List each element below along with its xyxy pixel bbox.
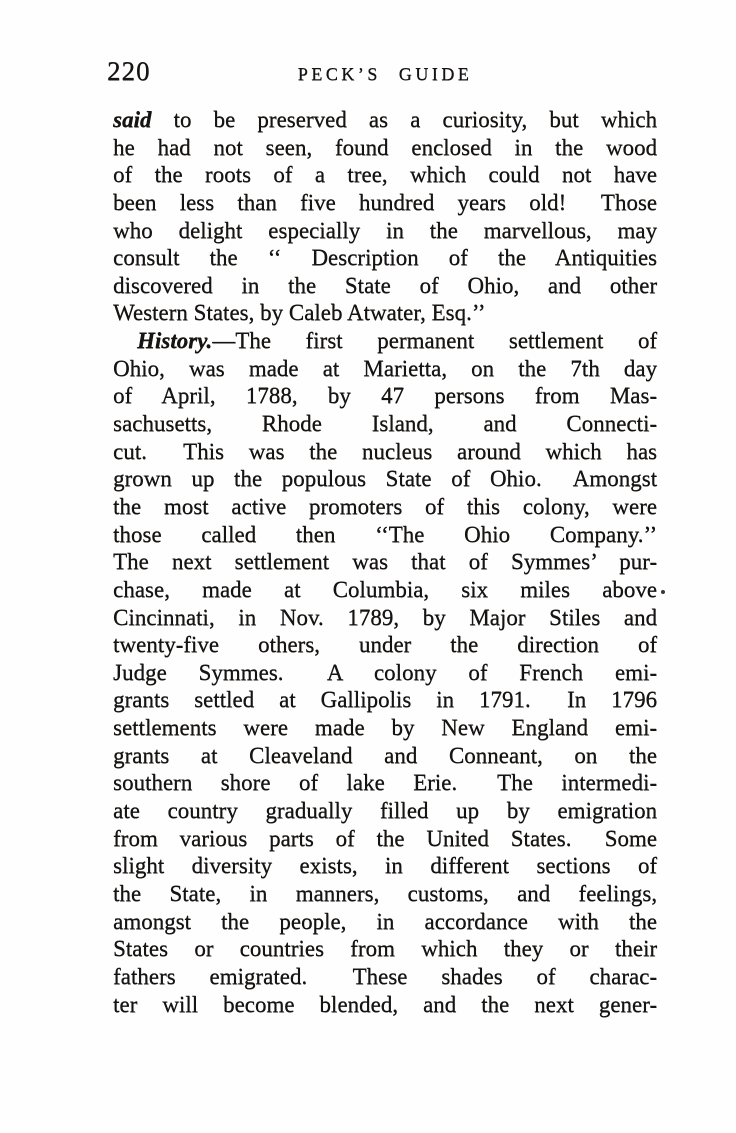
italic-text: said bbox=[113, 107, 152, 132]
body-text: fathers emigrated. These shades of charac- bbox=[113, 963, 657, 989]
text-line bbox=[113, 576, 657, 604]
body-text: Western States, by Caleb Atwater, Esq.’’ bbox=[113, 300, 486, 326]
text-line bbox=[113, 106, 657, 134]
text-line bbox=[113, 521, 657, 549]
body-text: slight diversity exists, in different sections of bbox=[113, 853, 657, 879]
body-text: grown up the populous State of Ohio. Amongst bbox=[113, 466, 657, 492]
text-line bbox=[113, 659, 657, 687]
page-text bbox=[113, 106, 657, 1018]
text-line bbox=[113, 825, 657, 853]
text-line bbox=[113, 935, 657, 963]
body-text: southern shore of lake Erie. The intermedi- bbox=[113, 770, 657, 796]
text-line bbox=[113, 686, 657, 714]
text-line bbox=[113, 299, 657, 327]
text-line bbox=[113, 991, 657, 1019]
text-line bbox=[113, 189, 657, 217]
text-line bbox=[113, 908, 657, 936]
body-text: from various parts of the United States. Some bbox=[113, 825, 657, 851]
running-title: PECK’S GUIDE bbox=[297, 64, 473, 84]
body-text: Ohio, was made at Marietta, on the 7th day bbox=[113, 355, 657, 381]
text-line bbox=[113, 161, 657, 189]
text-line bbox=[113, 797, 657, 825]
body-text: —The first permanent settlement of bbox=[212, 328, 657, 354]
body-text: the State, in manners, customs, and feelings, bbox=[113, 880, 657, 906]
body-text: grants settled at Gallipolis in 1791. In 1796 bbox=[113, 687, 657, 713]
page-number: 220 bbox=[107, 56, 151, 86]
text-line bbox=[113, 465, 657, 493]
text-line bbox=[113, 548, 657, 576]
text-line bbox=[113, 382, 657, 410]
text-line bbox=[113, 134, 657, 162]
body-text: consult the ‘‘ Description of the Antiquities bbox=[113, 245, 657, 271]
text-line bbox=[113, 880, 657, 908]
body-text: who delight especially in the marvellous, may bbox=[113, 217, 657, 243]
body-text: ter will become blended, and the next gener- bbox=[113, 991, 657, 1017]
body-text: chase, made at Columbia, six miles above bbox=[113, 576, 657, 602]
text-line bbox=[113, 244, 657, 272]
body-text: the most active promoters of this colony, were bbox=[113, 493, 657, 519]
scan-speck bbox=[661, 590, 665, 594]
text-line bbox=[113, 355, 657, 383]
body-text: sachusetts, Rhode Island, and Connecti- bbox=[113, 411, 657, 437]
text-line bbox=[113, 852, 657, 880]
text-line bbox=[113, 963, 657, 991]
body-text: amongst the people, in accordance with the bbox=[113, 908, 657, 934]
body-text: discovered in the State of Ohio, and other bbox=[113, 272, 657, 298]
text-line bbox=[113, 493, 657, 521]
body-text: settlements were made by New England emi- bbox=[113, 715, 657, 741]
text-line bbox=[113, 217, 657, 245]
body-text: ate country gradually filled up by emigration bbox=[113, 798, 657, 824]
body-text: Judge Symmes. A colony of French emi- bbox=[113, 659, 657, 685]
body-text: those called then ‘‘The Ohio Company.’’ bbox=[113, 521, 657, 547]
text-line bbox=[113, 604, 657, 632]
body-text: of April, 1788, by 47 persons from Mas- bbox=[113, 383, 657, 409]
body-text: The next settlement was that of Symmes’ pur- bbox=[113, 549, 657, 575]
body-text: States or countries from which they or their bbox=[113, 936, 657, 962]
body-text: cut. This was the nucleus around which has bbox=[113, 438, 657, 464]
text-line bbox=[113, 714, 657, 742]
text-line bbox=[113, 272, 657, 300]
text-line bbox=[113, 769, 657, 797]
text-line bbox=[113, 631, 657, 659]
body-text: twenty-five others, under the direction of bbox=[113, 632, 657, 658]
body-text: grants at Cleaveland and Conneant, on the bbox=[113, 742, 657, 768]
body-text: of the roots of a tree, which could not have bbox=[113, 162, 657, 188]
text-line bbox=[113, 410, 657, 438]
text-line bbox=[113, 327, 657, 355]
text-line bbox=[113, 742, 657, 770]
body-text: Cincinnati, in Nov. 1789, by Major Stiles and bbox=[113, 604, 657, 630]
italic-text: History. bbox=[137, 328, 213, 354]
body-text: he had not seen, found enclosed in the wood bbox=[113, 134, 657, 160]
text-line bbox=[113, 438, 657, 466]
body-text: been less than five hundred years old! Those bbox=[113, 189, 657, 215]
body-text: to be preserved as a curiosity, but which bbox=[151, 107, 657, 132]
